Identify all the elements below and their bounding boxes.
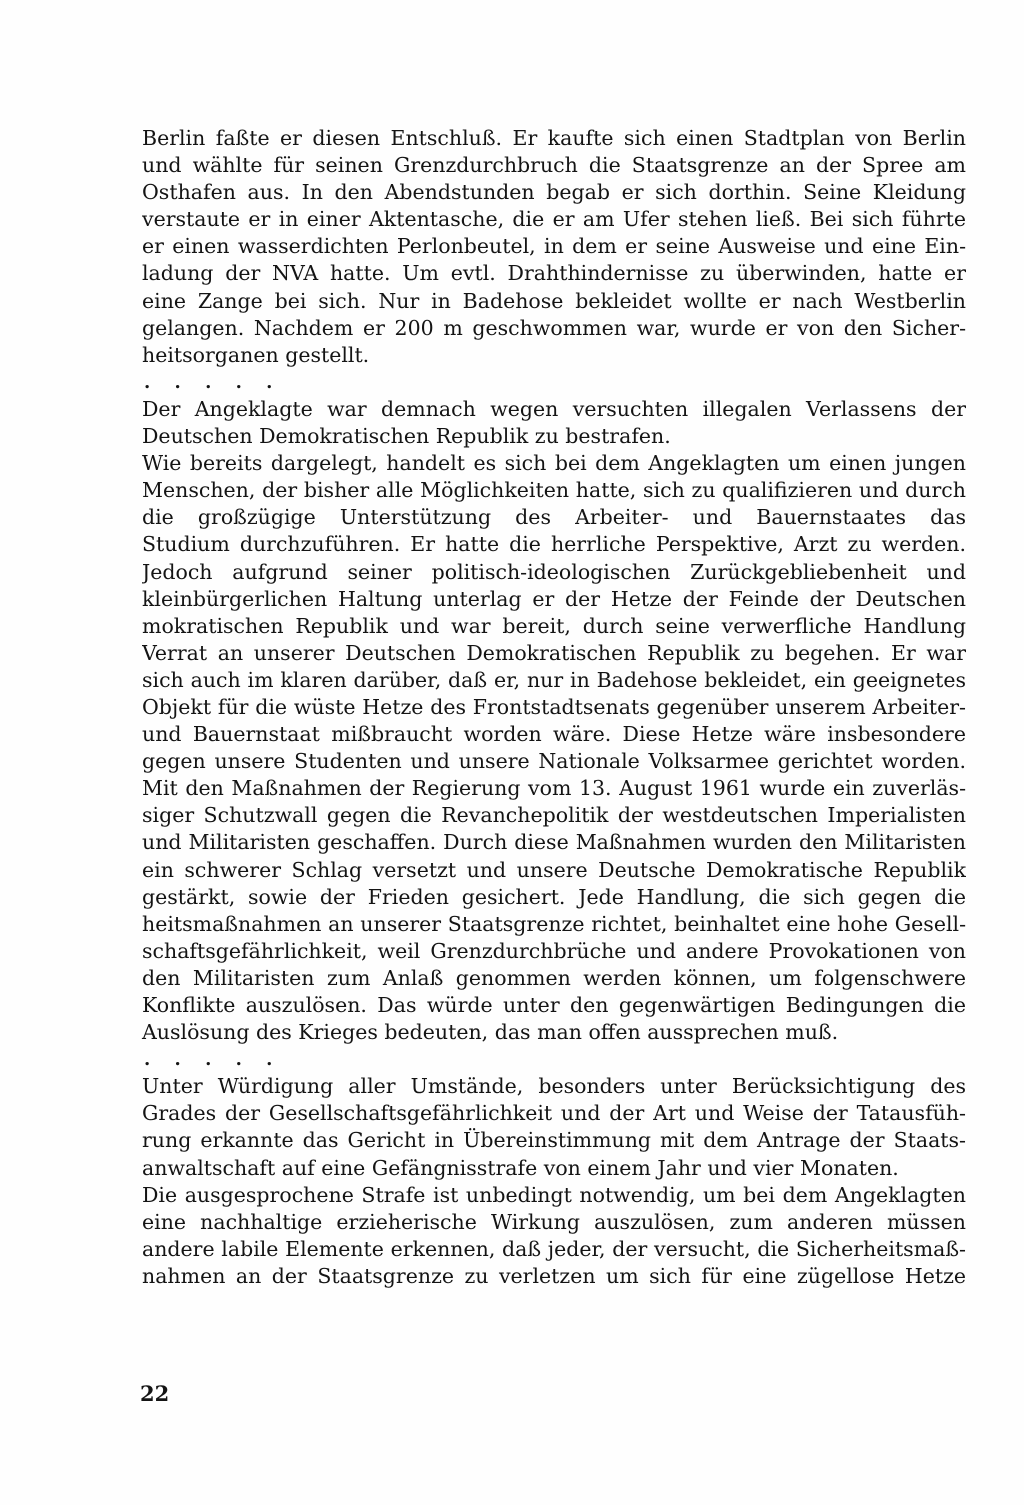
text-line: siger Schutzwall gegen die Revanchepolitik der westdeutschen Imperialisten (142, 803, 966, 828)
page-number: 22 (140, 1381, 170, 1406)
text-line: die großzügige Unterstützung des Arbeiter- und Bauernstaates das (142, 505, 966, 530)
text-line: verstaute er in einer Aktentasche, die er am Ufer stehen ließ. Bei sich führte (142, 207, 966, 232)
text-line: Deutschen Demokratischen Republik zu bestrafen. (142, 424, 671, 449)
text-line: gegen unsere Studenten und unsere Nationale Volksarmee gerichtet worden. (142, 749, 966, 774)
text-line: Unter Würdigung aller Umstände, besonders unter Berücksichtigung des (142, 1074, 966, 1099)
text-line: und Bauernstaat mißbraucht worden wäre. Diese Hetze wäre insbesondere (142, 722, 966, 747)
text-line: heitsorganen gestellt. (142, 342, 370, 367)
text-line: Konflikte auszulösen. Das würde unter den gegenwärtigen Bedingungen die (142, 993, 966, 1017)
text-line: den Militaristen zum Anlaß genommen werden können, um folgenschwere (142, 965, 966, 990)
text-line: Studium durchzuführen. Er hatte die herrliche Perspektive, Arzt zu werden. (142, 532, 966, 557)
text-line: Grades der Gesellschaftsgefährlichkeit und der Art und Weise der Tatausfüh- (142, 1101, 966, 1126)
text-line: Auslösung des Krieges bedeuten, das man offen aussprechen muß. (142, 1020, 839, 1045)
text-line: mokratischen Republik und war bereit, durch seine verwerfliche Handlung (142, 613, 966, 638)
text-line: eine Zange bei sich. Nur in Badehose bekleidet wollte er nach Westberlin (142, 288, 966, 313)
text-line: Mit den Maßnahmen der Regierung vom 13. August 1961 wurde ein zuverläs- (142, 776, 966, 801)
text-line: gelangen. Nachdem er 200 m geschwommen war, wurde er von den Sicher- (142, 315, 966, 340)
text-line: Die ausgesprochene Strafe ist unbedingt notwendig, um bei dem Angeklagten (142, 1182, 966, 1207)
section-separator: . . . . . (144, 1049, 282, 1071)
text-line: und wählte für seinen Grenzdurchbruch die Staatsgrenze an der Spree am (142, 153, 966, 178)
text-line: ladung der NVA hatte. Um evtl. Drahthindernisse zu überwinden, hatte er (142, 261, 966, 286)
text-line: Jedoch aufgrund seiner politisch-ideologischen Zurückgebliebenheit und (142, 559, 966, 584)
text-line: Osthafen aus. In den Abendstunden begab er sich dorthin. Seine Kleidung (142, 180, 966, 205)
text-line: Objekt für die wüste Hetze des Frontstadtsenats gegenüber unserem Arbeiter- (142, 694, 966, 719)
text-line: und Militaristen geschaffen. Durch diese Maßnahmen wurden den Militaristen (142, 830, 966, 855)
text-line: heitsmaßnahmen an unserer Staatsgrenze richtet, beinhaltet eine hohe Gesell- (142, 911, 966, 936)
text-line: gestärkt, sowie der Frieden gesichert. Jede Handlung, die sich gegen die (142, 884, 966, 909)
text-line: Wie bereits dargelegt, handelt es sich bei dem Angeklagten um einen jungen (142, 451, 966, 476)
section-separator: . . . . . (144, 371, 282, 393)
text-line: Berlin faßte er diesen Entschluß. Er kaufte sich einen Stadtplan von Berlin (142, 126, 966, 150)
text-line: Der Angeklagte war demnach wegen versuchten illegalen Verlassens der (142, 396, 966, 421)
text-line: er einen wasserdichten Perlonbeutel, in dem er seine Ausweise und eine Ein- (142, 234, 966, 259)
text-line: rung erkannte das Gericht in Übereinstimmung mit dem Antrage der Staats- (142, 1128, 966, 1153)
text-line: schaftsgefährlichkeit, weil Grenzdurchbrüche und andere Provokationen von (142, 938, 966, 963)
text-line: nahmen an der Staatsgrenze zu verletzen um sich für eine zügellose Hetze (142, 1263, 966, 1288)
text-line: ein schwerer Schlag versetzt und unsere Deutsche Demokratische Republik (142, 857, 966, 882)
text-line: eine nachhaltige erzieherische Wirkung auszulösen, zum anderen müssen (142, 1209, 966, 1234)
text-line: kleinbürgerlichen Haltung unterlag er der Hetze der Feinde der Deutschen (142, 586, 966, 611)
text-line: Menschen, der bisher alle Möglichkeiten hatte, sich zu qualifizieren und durch (142, 478, 966, 503)
text-line: anwaltschaft auf eine Gefängnisstrafe von einem Jahr und vier Monaten. (142, 1155, 899, 1180)
body-text (142, 125, 966, 1290)
text-line: Verrat an unserer Deutschen Demokratischen Republik zu begehen. Er war (142, 640, 966, 665)
text-line: andere labile Elemente erkennen, daß jeder, der versucht, die Sicherheitsmaß- (142, 1236, 966, 1261)
text-line: sich auch im klaren darüber, daß er, nur in Badehose bekleidet, ein geeignetes (142, 667, 966, 692)
